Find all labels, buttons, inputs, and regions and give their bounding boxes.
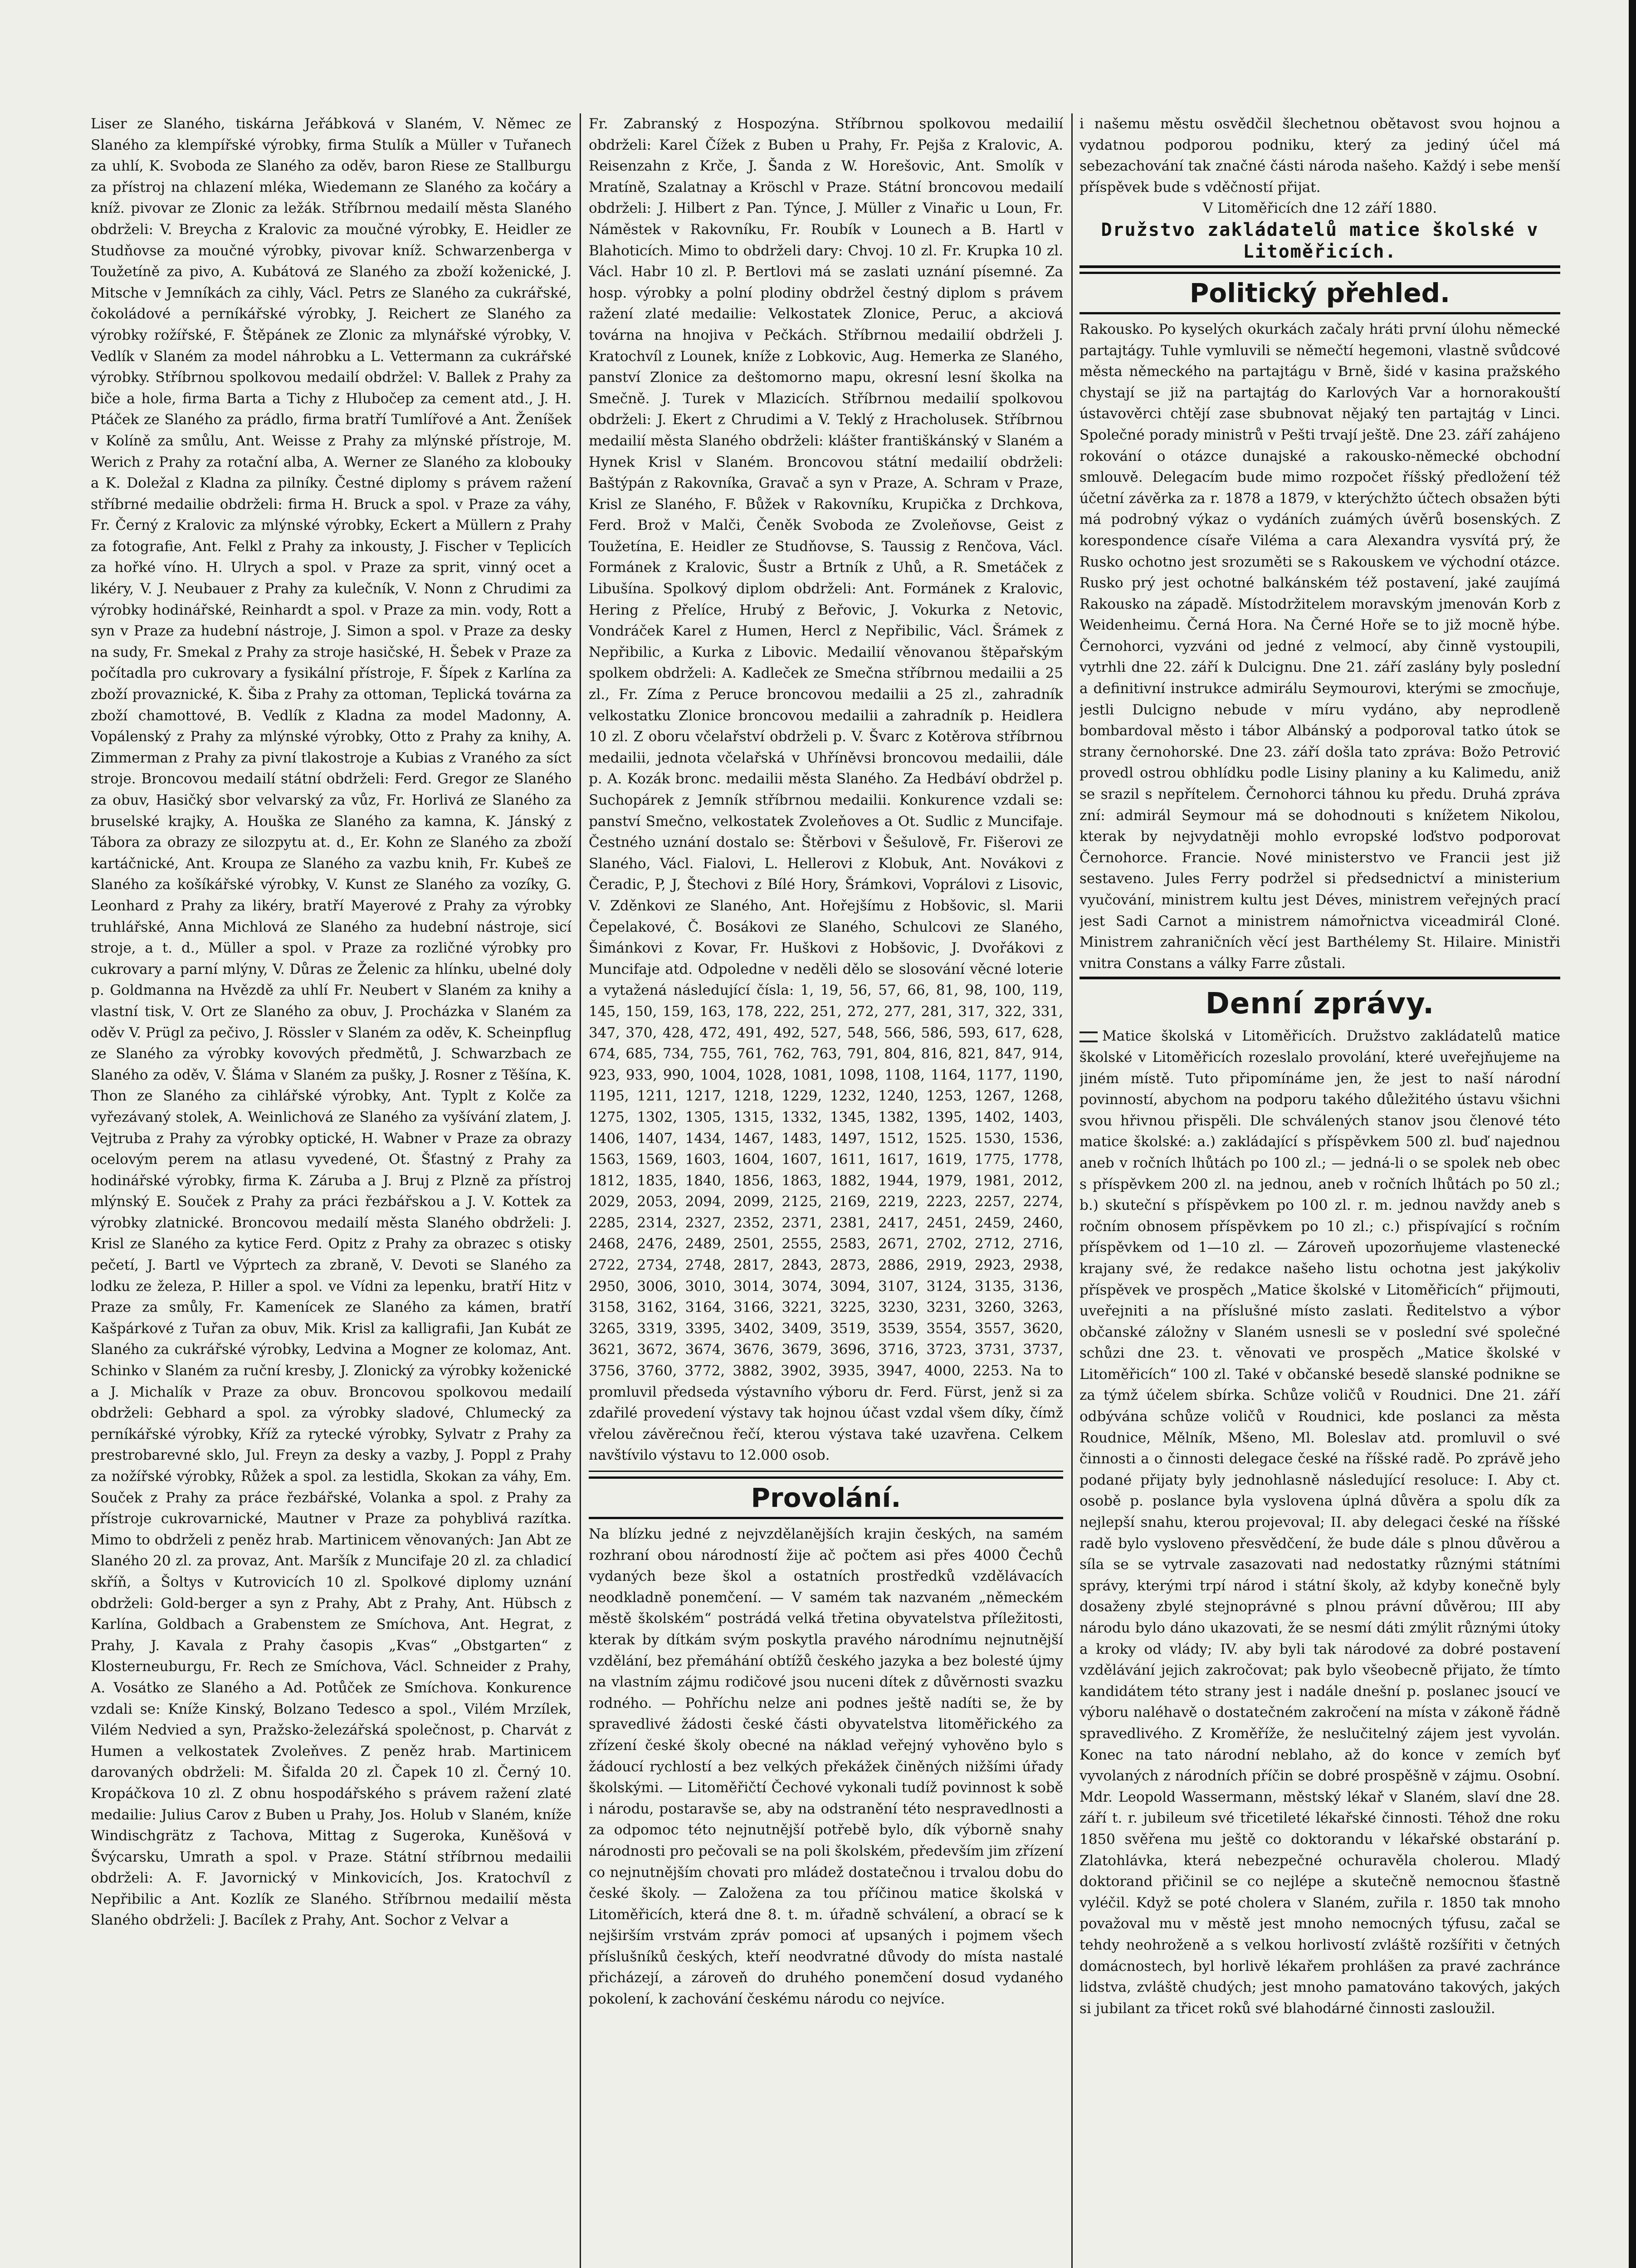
political-overview-text: Rakousko. Po kyselých okurkách začaly hráti první úlohu německé partajtágy. Tuhle vymluvili se němečtí hegemoni, vlastně svůdcové města německého na partajtágu v Brně, šidé v kasina pražského chystají se již na partajtág do Karlových Var a hornorakouští ústavověrci chtějí zase sbubnovat nějaký ten partajtág v Linci. Společné porady ministrů v Pešti trvají ještě. Dne 23. září zahájeno rokování o otázce dunajské a rakousko-německé obchodní smlouvě. Delegacím bude mimo rozpočet říšský předložení též účetní závěrka za r. 1878 a 1879, v kterýchžto účtech obsažen býti má podrobný výkaz o vydáních zuámých úvěrů bosenských. Z korespondence císaře Viléma a cara Alexandra vysvítá prý, že Rusko ochotno jest srozuměti se s Rakouskem ve východní otázce. Rusko prý jest ochotné balkánském též postavení, jaké zaujímá Rakousko na západě. Místodržitelem moravským jmenován Korb z Weidenheimu. Černá Hora. Na Černé Hoře se to již mocně hýbe. Černohorci, vyzváni od jedné z velmocí, aby činně vystoupili, vytrhli dne 22. září k Dulcignu. Dne 21. září zaslány byly poslední a definitivní instrukce admirálu Seymourovi, kterými se zmocňuje, jestli Dulcigno nebude v míru vydáno, aby neprodleně bombardoval město i tábor Albánský a podporoval tatko útok se strany černohorské. Dne 23. září došla tato zpráva: Božo Petrović provedl ostrou obhlídku podle Lisiny planiny a ku Kalimedu, aniž se srazil s nepřítelem. Černohorci táhnou ku předu. Druhá zpráva zní: admirál Seymour má se dohodnouti s knížetem Nikolou, kterak by nejvydatněji mohlo evropské loďstvo podporovat Černohorce. Francie. Nové ministerstvo ve Francii jest již sestaveno. Jules Ferry podržel si předsednictví a ministerium vyučování, ministrem kultu jest Déves, ministrem veřejných prací jest Sadi Carnot a ministrem námořnictva viceadmirál Cloné. Ministrem zahraničních věcí jest Barthélemy St. Hilaire. Ministři vnitra Constans a války Farre zůstali.	[1079, 321, 1560, 972]
proclamation-conclusion: i našemu městu osvědčil šlechetnou obětavost svou hojnou a vydatnou podporou podniku, který za jediný účel má sebezachování tak značné části národa našeho. Každý i sebe menší příspěvek bude s vděčností přijat.	[1079, 116, 1560, 196]
proclamation-text: Na blízku jedné z nejvzdělanějších krajin českých, na samém rozhraní obou národností žije ač počtem asi přes 4000 Čechů vydaných beze škol a ostatních prostředků vzdělávacích neodkladně ponemčení. — V samém tak nazvaném „německém městě školském“ postrádá velká třetina obyvatelstva příležitosti, kterak by dítkám svým poskytla pravého národnímu nejnutnější vzdělání, bez přemáhání obtížů českého jazyka a bez bolesté újmy na vlastním zájmu rodičové jsou nuceni dítek z důvěrnosti svazku rodného. — Pohříchu nelze ani podnes ještě nadíti se, že by spravedlivé žádosti české části obyvatelstva litoměřického za zřízení české školy obecné na náklad veřejný vyhověno bylo s žádoucí rychlostí a bez velkých překážek činěných nižšími úřady školskými. — Litoměřičtí Čechové vykonali tudíž povinnost k sobě i národu, postaravše se, aby na odstranění této nespravedlnosti a za odpomoc této nejnutnější potřebě bylo, dík výborně snahy národnosti pro pečovali se na poli školském, především jim zřízení co nejnutnějším chovati pro mládež dostatečnou i trvalou dobu do české školy. — Založena za tou příčinou matice školská v Litoměřicích, která dne 8. t. m. úřadně schválení, a obrací se k nejširším vrstvám zpráv pomoci ať upsaných i pojmem všech příslušníků českých, kteří neodvratné důvody do místa nastalé přicházejí, a zároveň do druhého ponemčení dosud vydaného pokolení, k zachování českému národu co nejvíce.	[589, 1526, 1063, 2008]
dateline: V Litoměřicích dne 12 září 1880.	[1202, 200, 1437, 217]
proclamation-heading: Provolání.	[589, 1476, 1063, 1519]
signature-association: Družstvo zakládatelů matice školské v Litoměřicích.	[1101, 219, 1539, 262]
section-divider	[1079, 977, 1560, 979]
exhibition-awards-continued: Fr. Zabranský z Hospozýna. Stříbrnou spolkovou medailií obdrželi: Karel Čížek z Buben u Prahy, Fr. Pejša z Kralovic, A. Reisenzahn z Krče, J. Šanda z W. Horešovic, Ant. Smolík v Mratíně, Szalatnay a Kröschl v Praze. Státní broncovou medailí obdrželi: J. Hilbert z Pan. Týnce, J. Müller z Vinařic u Loun, Fr. Náměstek v Rakovníku, Fr. Roubík v Lounech a B. Hartl v Blahoticích. Mimo to obdrželi dary: Chvoj. 10 zl. Fr. Krupka 10 zl. Václ. Habr 10 zl. P. Bertlovi má se zaslati uznání písemné. Za hosp. výrobky a polní plodiny obdržel čestný diplom s právem ražení zlaté medailie: Velkostatek Zlonice, Peruc, a akciová továrna na hnojiva v Pečkách. Stříbrnou medailií obdrželi J. Kratochvíl z Lounek, kníže z Lobkovic, Aug. Hemerka ze Slaného, panství Zlonice za deštomorno mapu, okresní lesní školka na Smečně. J. Turek v Mlazicích. Stříbrnou medailií spolkovou obdrželi: J. Ekert z Chrudimi a V. Teklý z Hracholusek. Stříbrnou medailií města Slaného obdrželi: klášter františkánský v Slaném a Hynek Krisl v Slaném. Broncovou státní medailií obdrželi: Baštýpán z Rakovníka, Gravač a syn v Praze, A. Schram v Praze, Krisl ze Slaného, F. Bůžek v Rakovníku, Krupička z Drchkova, Ferd. Brož v Malči, Čeněk Svoboda ze Zvoleňovse, Geist z Toužetína, E. Heidler ze Studňovse, S. Taussig z Renčova, Václ. Formánek z Kralovic, Šustr a Brtník z Uhů, a R. Smetáček z Libušína. Spolkový diplom obdrželi: Ant. Formánek z Kralovic, Hering z Přelíce, Hrubý z Beřovic, J. Vokurka z Netovic, Vondráček Karel z Humen, Hercl z Nepřibilic, Václ. Šrámek z Nepřibilic, a Kurka z Libovic. Medailií věnovanou štěpařským spolkem obdrželi: A. Kadleček ze Smečna stříbrnou medailii a 25 zl., Fr. Zíma z Peruce broncovou medailii a 25 zl., zahradník velkostatku Zlonice broncovou medailii a zahradník p. Heidlera 10 zl. Z oboru včelařství obdrželi p. V. Švarc z Kotěrova stříbrnou medailii, jednota včelařská v Uhříněvsi broncovou medailii, dále p. A. Kozák bronc. medailii města Slaného. Za Hedbáví obdržel p. Suchopárek z Jemník stříbrnou medailii. Konkurence vzdali se: panství Smečno, velkostatek Zvoleňoves a Ot. Sudlic z Muncifaje. Čestného uznání dostalo se: Štěrbovi v Šešulově, Fr. Fišerovi ze Slaného, Václ. Fialovi, L. Hellerovi z Klobuk, Ant. Novákovi z Čeradic, P, J, Štechovi z Bílé Hory, Šrámkovi, Voprálovi z Lisovic, V. Zděnkovi ze Slaného, Ant. Hořejšímu z Hobšovic, sl. Marii Čepelakové, Č. Bosákovi ze Slaného, Schulcovi ze Slaného, Šimánkovi z Kovar, Fr. Huškovi z Hobšovic, J. Dvořákovi z Muncifaje atd. Odpoledne v neděli dělo se slosování věcné loterie a vytažená následující čísla: 1, 19, 56, 57, 66, 81, 98, 100, 119, 145, 150, 159, 163, 178, 222, 251, 272, 277, 281, 317, 322, 331, 347, 370, 428, 472, 491, 492, 527, 548, 566, 586, 593, 617, 628, 674, 685, 734, 755, 761, 762, 763, 791, 804, 816, 821, 847, 914, 923, 933, 990, 1004, 1028, 1081, 1098, 1108, 1164, 1177, 1190, 1195, 1211, 1217, 1218, 1229, 1232, 1240, 1253, 1267, 1268, 1275, 1302, 1305, 1315, 1332, 1345, 1382, 1395, 1402, 1403, 1406, 1407, 1434, 1467, 1483, 1497, 1512, 1525. 1530, 1536, 1563, 1569, 1603, 1604, 1607, 1611, 1617, 1619, 1775, 1778, 1812, 1835, 1840, 1856, 1863, 1882, 1944, 1979, 1981, 2012, 2029, 2053, 2094, 2099, 2125, 2169, 2219, 2223, 2257, 2274, 2285, 2314, 2327, 2352, 2371, 2381, 2417, 2451, 2459, 2460, 2468, 2476, 2489, 2501, 2555, 2583, 2671, 2702, 2712, 2716, 2722, 2734, 2748, 2817, 2843, 2873, 2886, 2919, 2923, 2938, 2950, 3006, 3010, 3014, 3074, 3094, 3107, 3124, 3135, 3136, 3158, 3162, 3164, 3166, 3221, 3225, 3230, 3231, 3260, 3263, 3265, 3319, 3395, 3402, 3409, 3519, 3539, 3554, 3557, 3620, 3621, 3672, 3674, 3676, 3679, 3696, 3716, 3723, 3731, 3737, 3756, 3760, 3772, 3882, 3902, 3935, 3947, 4000, 2253. Na to promluvil předseda výstavního výboru dr. Ferd. Fürst, jenž si za zdařilé provedení výstavy tak hojnou účast vzdal všem díky, čímž vřelou závěrečnou řečí, kterou výstava také uzavřena. Celkem navštívilo výstavu to 12.000 osob.	[589, 116, 1063, 1464]
article-column-middle	[589, 113, 1063, 2268]
column-divider	[1071, 113, 1073, 2268]
daily-news-body: Matice školská v Litoměřicích. Družstvo zakládatelů matice školské v Litoměřicích rozeslalo provolání, které uveřejňujeme na jiném místě. Tuto připomínáme jen, že jest to naší národní povinností, abychom na podporu takého důležitého ústavu všichni svou hřivnou přispěli. Dle schválených stanov jsou členové této matice školské: a.) zakládající s příspěvkem 500 zl. buď najednou aneb v ročních lhůtách po 100 zl.; — jedná-li o se spolek neb obec s příspěvkem 200 zl. na jednou, aneb v ročních lhůtách po 50 zl.; b.) skuteční s příspěvkem po 100 zl. r. m. jednou navždy aneb s ročním obnosem příspěvkem po 10 zl.; c.) přispívající s ročním příspěvkem od 1—10 zl. — Zároveň upozorňujeme vlastenecké krajany své, že redakce našeho listu ochotna jest jakýkoliv příspěvek ve prospěch „Matice školské v Litoměřicích“ přijmouti, uveřejniti a na příslušné místo zaslati. Ředitelstvo a výbor občanské záložny v Slaném usnesli se v poslední své společné schůzi dne 23. t. věnovati ve prospěch „Matice školské v Litoměřicích“ 100 zl. Také v občanské besedě slanské podnikne se za týmž účelem sbírka. Schůze voličů v Roudnici. Dne 21. září odbývána schůze voličů v Roudnici, kde poslanci za města Roudnice, Mělník, Mšeno, Ml. Boleslav atd. promluvil o své činnosti a o činnosti delegace české na říšské radě. Po zprávě jeho podané přijaty byly jednohlasně následující resoluce: I. Aby ct. osobě p. poslance byla vyslovena úplná důvěra a spolu dík za nejlepší snahu, kterou projevoval; II. aby delegaci české na říšské radě bylo vysloveno přesvědčení, že bude dále s plnou důvěrou a síla se se vytrvale zasazovati nad nedostatky různými státními správy, kterými trpí národ i státní školy, až kdyby konečně byly dosaženy zbylé stejnoprávné s plnou právní důvěrou; III aby národu bylo dáno ukazovati, že se nesmí dáti zmýlit různými útoky a kroky od vlády; IV. aby byli tak národové za dobré postavení vzdělávání jejich zakročovat; pak bylo všeobecně přijato, že tímto kandidátem této strany jest i nadále dnešní p. poslanec jsoucí ve výboru naléhavě o dostatečném zakročení na místa v zákoně řádně spravedlivého. Z Kroměříže, že neslučitelný zájem jest vyvolán. Konec na tato národní neblaho, až do konce v zemích byť vyvolaných z národních příčin se dobré prospěšně v zájmu. Osobní. Mdr. Leopold Wassermann, městský lékař v Slaném, slaví dne 28. září t. r. jubileum své třicetileté lékařské činnosti. Téhož dne roku 1850 svěřena mu ještě co doktorandu v lékařské obstarání p. Zlatohlávka, která nebezpečné ochuravěla cholerou. Mladý doktorand přičinil se co nejlépe a skutečně nemocnou šťastně vyléčil. Když se poté cholera v Slaném, zuřila r. 1850 tak mnoho považoval mu v městě jest mnoho nemocných týfusu, začal se tehdy neohroženě a s velkou horlivostí zvláště rozšířiti v četných domácnostech, byl horlivě lékařem prohlášen za pravé zachránce lidstva, zvláště chudých; jest mnoho pamatováno takových, jakých si jubilant za třicet roků své blahodárné činnosti zasloužil.	[1079, 1028, 1560, 2017]
political-overview-heading: Politický přehled.	[1079, 272, 1560, 314]
section-divider	[589, 1471, 1063, 1472]
article-column-right	[1079, 113, 1560, 2268]
daily-news-text	[1079, 1026, 1560, 2019]
page-edge-bar	[1629, 0, 1636, 2268]
column-divider	[580, 113, 581, 2268]
article-column-left	[91, 113, 571, 2268]
daily-news-heading: Denní zprávy.	[1205, 987, 1435, 1021]
exhibition-awards-text: Liser ze Slaného, tiskárna Jeřábková v Slaném, V. Němec ze Slaného za klempířské výrobky, firma Stulík a Müller v Tuřanech za uhlí, K. Svoboda ze Slaného za oděv, baron Riese ze Stallburgu za přístroj na chlazení mléka, Wiedemann ze Slaného za kočáry a kníž. pivovar ze Zlonic za ležák. Stříbrnou medailí města Slaného obdrželi: V. Breycha z Kralovic za moučné výrobky, E. Heidler ze Studňovse za moučné výrobky, pivovar kníž. Schwarzenberga v Toužetíně za pivo, A. Kubátová ze Slaného za zboží koženické, J. Mitsche v Jemníkách za cihly, Václ. Petrs ze Slaného za cukrářské, čokoládové a perníkářské výrobky, J. Reichert ze Slaného za výrobky rožířské, F. Štěpánek ze Zlonic za mlynářské výrobky, V. Vedlík v Slaném za model náhrobku a L. Vettermann za cukrářské výrobky. Stříbrnou spolkovou medailí obdržel: V. Ballek z Prahy za biče a hole, firma Barta a Tichy z Hlubočep za cement atd., J. H. Ptáček ze Slaného za prádlo, firma bratří Tumlířové a Ant. Ženíšek v Kolíně za smůlu, Ant. Weisse z Prahy za mlýnské přístroje, M. Werich z Prahy za rotační alba, A. Werner ze Slaného za klobouky a K. Doležal z Kladna za pilníky. Čestné diplomy s právem ražení stříbrné medailie obdrželi: firma H. Bruck a spol. v Praze za váhy, Fr. Černý z Kralovic za mlýnské výrobky, Eckert a Müllern z Prahy za fotografie, Ant. Felkl z Prahy za inkousty, J. Fischer v Teplicích za hořké víno. H. Ulrych a spol. v Praze za sprit, vinný ocet a likéry, V. J. Neubauer z Prahy za kulečník, V. Nonn z Chrudimi za výrobky hodinářské, Reinhardt a spol. v Praze za min. vody, Rott a syn v Praze za hudební nástroje, J. Simon a spol. v Praze za desky na sudy, Fr. Smekal z Prahy za stroje hasičské, H. Šebek v Praze za počítadla pro cukrovary a fysikální přístroje, F. Šípek z Karlína za zboží provaznické, K. Šiba z Prahy za ottoman, Teplická továrna za zboží chamottové, B. Vedlík z Kladna za model Madonny, A. Vopálenský z Prahy za mlýnské výrobky, Otto z Prahy za knihy, A. Zimmerman z Prahy za pivní tlakostroje a Kubias z Vraného za síct stroje. Broncovou medailí státní obdrželi: Ferd. Gregor ze Slaného za obuv, Hasičký sbor velvarský za vůz, Fr. Horlivá ze Slaného za bruselské krajky, A. Houška ze Slaného za kamna, K. Jánský z Tábora za obrazy ze silozpytu at. d., Er. Kohn ze Slaného za zboží kartáčnické, Ant. Kroupa ze Slaného za vazbu knih, Fr. Kubeš ze Slaného za košíkářské výrobky, V. Kunst ze Slaného za vozíky, G. Leonhard z Prahy za likéry, bratří Mayerové z Prahy za výrobky truhlářské, Anna Michlová ze Slaného za hudební nástroje, sicí stroje, a t. d., Müller a spol. v Praze za rozličné výrobky pro cukrovary a parní mlýny, V. Důras ze Želenic za hlínku, ubelné doly p. Goldmanna na Hvězdě za uhlí Fr. Neubert v Slaném za knihy a vlastní tisk, V. Ort ze Slaného za obuv, J. Procházka v Slaném za oděv V. Prügl za pečivo, J. Rössler v Slaném za oděv, K. Scheinpflug ze Slaného za výrobky kovových předmětů, J. Schwarzbach ze Slaného za oděv, V. Šláma v Slaném za pušky, J. Rosner z Těšína, K. Thon ze Slaného za cihlářské výrobky, Ant. Typlt z Kolče za vyřezávaný stolek, A. Weinlichová ze Slaného za vyšívání zlatem, J. Vejtruba z Prahy za výrobky optické, H. Wabner v Praze za obrazy ocelovým perem na atlasu vyvedené, Ot. Šťastný z Prahy za hodinářské výrobky, firma K. Záruba a J. Bruj z Plzně za přístroj mlýnský E. Souček z Prahy za práci řezbářskou a J. V. Kottek za výrobky zlatnické. Broncovou medailí města Slaného obdrželi: J. Krisl ze Slaného za kytice Ferd. Opitz z Prahy za obrazec s otisky pečetí, J. Bartl ve Výprtech za zbraně, V. Devoti se Slaného za lodku ze železa, P. Hiller a spol. ve Vídni za lepenku, bratří Hitz v Praze za smůly, Fr. Kamenícek ze Slaného za kámen, bratří Kašpárkové z Tuřan za obuv, Mik. Krisl za kalligrafii, Jan Kubát ze Slaného za cukrářské výrobky, Ledvina a Mogner ze kolomaz, Ant. Schinko v Slaném za ruční kresby, J. Zlonický za výrobky koženické a J. Michalík v Praze za obuv. Broncovou spolkovou medailí obdrželi: Gebhard a spol. za výrobky sladové, Chlumecký za perníkářské výrobky, Kříž za rytecké výrobky, Sylvatr z Prahy za prestrobarevné sklo, Jul. Freyn za desky a vazby, J. Poppl z Prahy za nožířské výrobky, Růžek a spol. za lestidla, Skokan za váhy, Em. Souček z Prahy za práce řezbářské, Volanka a spol. z Prahy za přístroje cukrovarnické, Mautner v Praze za pohyblivá razítka. Mimo to obdrželi z peněz hrab. Martinicem věnovaných: Jan Abt ze Slaného 20 zl. za provaz, Ant. Maršík z Muncifaje 20 zl. za chladicí skříň, a Šoltys v Kutrovicích 10 zl. Spolkové diplomy uznání obdrželi: Gold-berger a syn z Prahy, Abt z Prahy, Ant. Hübsch z Karlína, Goldbach a Grabenstem ze Smíchova, Ant. Hegrat, z Prahy, J. Kavala z Prahy časopis „Kvas“ „Obstgarten“ z Klosterneuburgu, Fr. Rech ze Smíchova, Václ. Schneider z Prahy, A. Vosátko ze Slaného a Ad. Potůček ze Smíchova. Konkurence vzdali se: Kníže Kinský, Bolzano Tedesco a spol., Vilém Mrzílek, Vilém Nedvied a syn, Pražsko-železářská společnost, p. Charvát z Humen a velkostatek Zvoleňves. Z peněz hrab. Martinicem darovaných obdrželi: M. Šifalda 20 zl. Čapek 10 zl. Černý 10. Kropáčkova 10 zl. Z obnu hospodářského s právem ražení zlaté medailie: Julius Carov z Buben u Prahy, Jos. Holub v Slaném, kníže Windischgrätz z Tachova, Mittag z Sugeroka, Kuněšová v Švýcarsku, Umrath a spol. v Praze. Státní stříbrnou medailii obdrželi: A. F. Javornický v Minkovicích, Jos. Kratochvíl z Nepřibilic a Ant. Kozlík ze Slaného. Stříbrnou medailií města Slaného obdrželi: J. Bacílek z Prahy, Ant. Sochor z Velvar a	[91, 116, 571, 1929]
section-divider	[1079, 265, 1560, 268]
ornament-icon	[1079, 1031, 1098, 1042]
